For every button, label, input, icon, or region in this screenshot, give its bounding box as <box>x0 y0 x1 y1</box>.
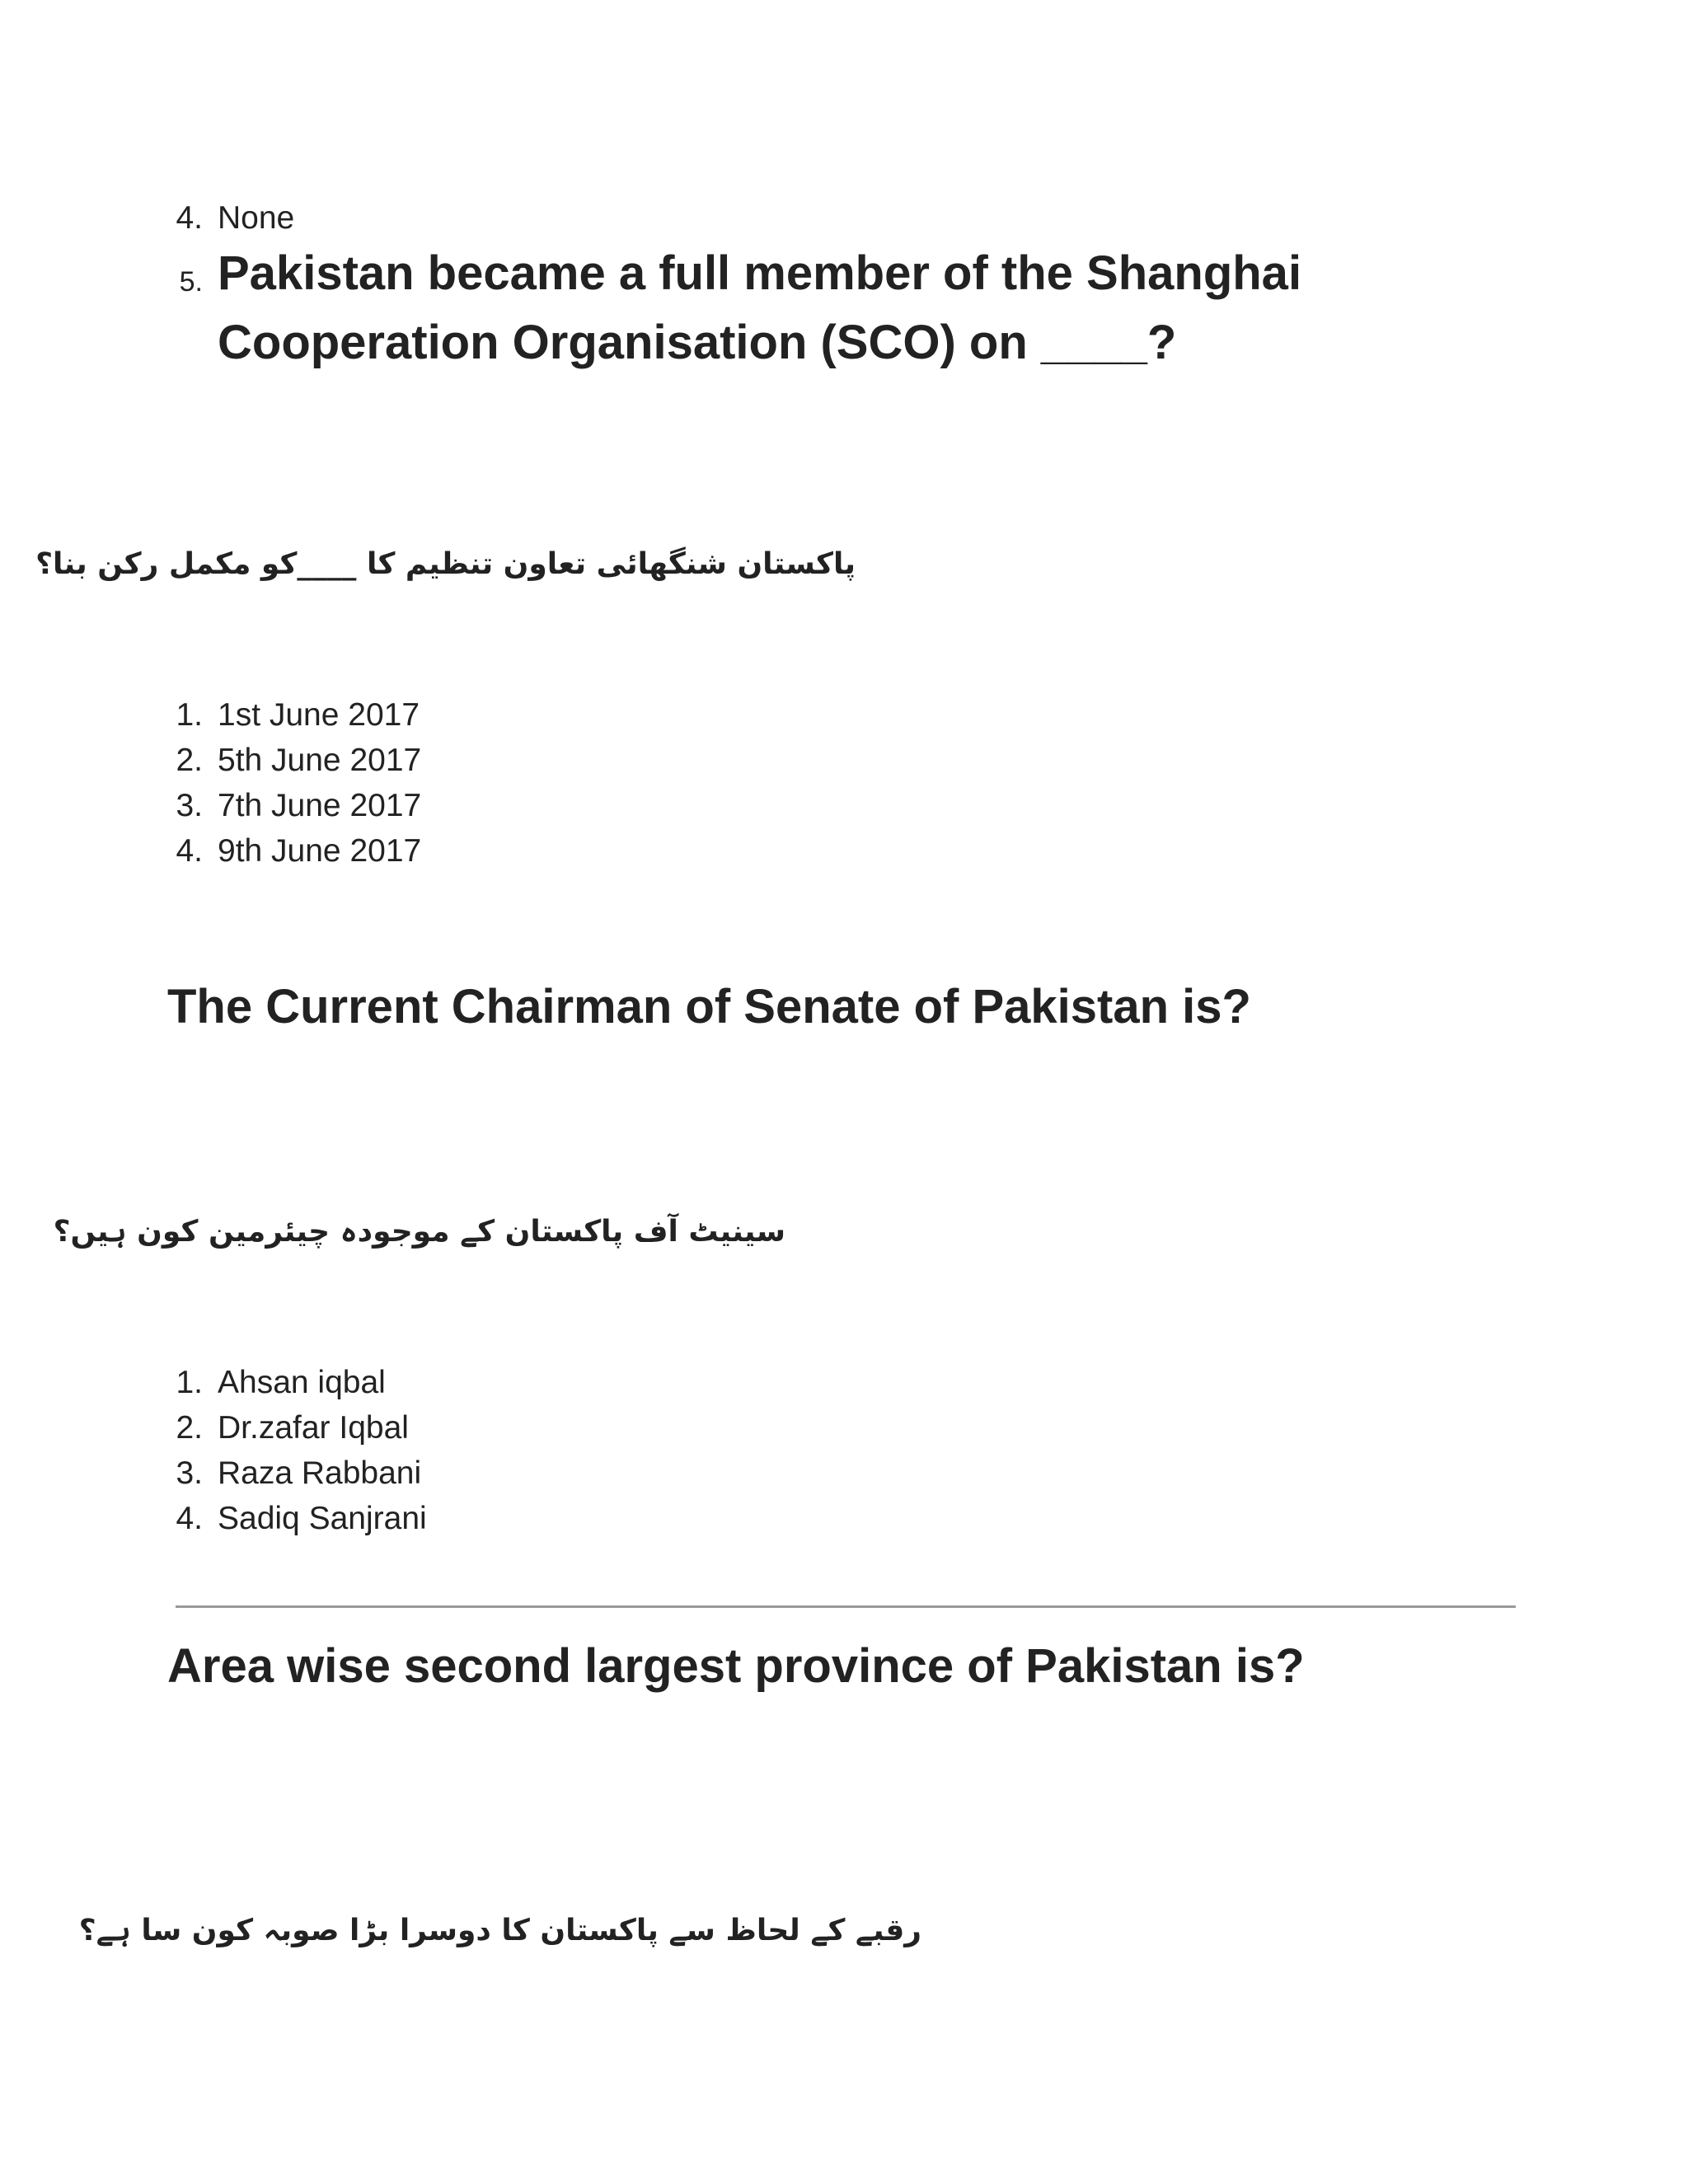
list-number: 4. <box>176 200 203 236</box>
list-number: 1. <box>176 1365 203 1400</box>
question-5-heading <box>167 239 1568 379</box>
chairman-question-options <box>167 1360 992 1544</box>
province-question-urdu: رقبے کے لحاظ سے پاکستان کا دوسرا بڑا صوبہ کون سا ہے؟ <box>78 1914 921 1947</box>
option-text: Dr.zafar Iqbal <box>218 1410 409 1446</box>
option-text: 1st June 2017 <box>218 697 420 733</box>
list-number: 3. <box>176 788 203 823</box>
chairman-question-heading: The Current Chairman of Senate of Pakistan is? <box>167 980 1251 1033</box>
option-text: Ahsan iqbal <box>218 1365 386 1400</box>
list-number: 4. <box>176 1501 203 1536</box>
question-5-urdu: پاکستان شنگھائی تعاون تنظیم کا ____کو مکمل رکن بنا؟ <box>35 547 856 581</box>
section-divider <box>176 1605 1516 1608</box>
list-number: 4. <box>176 833 203 869</box>
chairman-question-urdu: سینیٹ آف پاکستان کے موجودہ چیئرمین کون ہیں؟ <box>53 1215 785 1249</box>
question-number: 5. <box>179 266 203 298</box>
option-text: 5th June 2017 <box>218 743 422 778</box>
option-text: Raza Rabbani <box>218 1455 422 1491</box>
question-5-options <box>167 692 992 877</box>
list-number: 3. <box>176 1455 203 1491</box>
question-5-line-2: Cooperation Organisation (SCO) on ____? <box>218 316 1177 369</box>
option-text: None <box>218 200 295 236</box>
option-text: Sadiq Sanjrani <box>218 1501 427 1536</box>
list-number: 1. <box>176 697 203 733</box>
option-text: 7th June 2017 <box>218 788 422 823</box>
list-number: 2. <box>176 1410 203 1446</box>
list-number: 2. <box>176 743 203 778</box>
option-text: 9th June 2017 <box>218 833 422 869</box>
province-question-heading: Area wise second largest province of Pakistan is? <box>167 1639 1305 1693</box>
question-5-line-1: Pakistan became a full member of the Shanghai <box>218 246 1302 300</box>
